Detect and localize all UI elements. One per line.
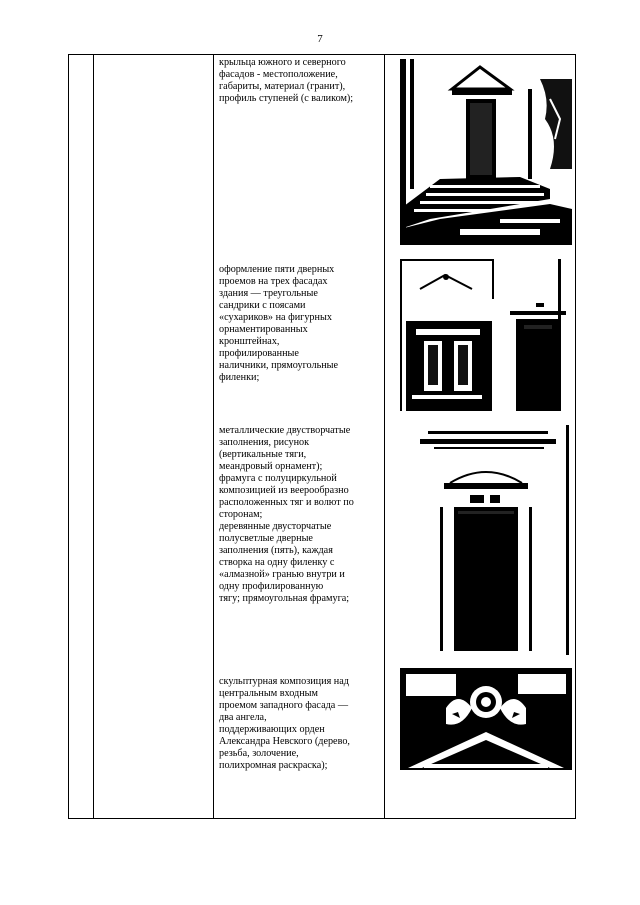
text-line: сандрики с поясами bbox=[219, 300, 306, 311]
text-line: два ангела, bbox=[219, 712, 267, 723]
text-line: створка на одну филенку с bbox=[219, 557, 335, 568]
text-line: скульптурная композиция над bbox=[219, 676, 349, 687]
text-line: меандровый орнамент); bbox=[219, 461, 323, 472]
text-line: расположенных тяг и волют по bbox=[219, 497, 354, 508]
text-line: композицией из веерообразно bbox=[219, 485, 349, 496]
row-4-description bbox=[219, 676, 379, 772]
text-line: габариты, материал (гранит), bbox=[219, 81, 346, 92]
text-line: центральным входным bbox=[219, 688, 318, 699]
text-line: одну профилированную bbox=[219, 581, 324, 592]
text-line: профиль ступеней (с валиком); bbox=[219, 93, 354, 104]
text-line: (вертикальные тяги, bbox=[219, 449, 307, 460]
row-3-description bbox=[219, 425, 379, 605]
text-line: проемом западного фасада — bbox=[219, 700, 349, 711]
text-line: филенки; bbox=[219, 372, 260, 383]
row-1-description bbox=[219, 57, 379, 105]
text-line: заполнения, рисунок bbox=[219, 437, 310, 448]
text-line: металлические двустворчатые bbox=[219, 425, 351, 436]
text-line: проемов на трех фасадах bbox=[219, 276, 328, 287]
text-line: наличники, прямоугольные bbox=[219, 360, 339, 371]
page-number: 7 bbox=[317, 33, 323, 45]
column-divider bbox=[213, 55, 214, 818]
text-line: сторонам; bbox=[219, 509, 263, 520]
text-line: «алмазной» гранью внутри и bbox=[219, 569, 345, 580]
text-line: заполнения (пять), каждая bbox=[219, 545, 333, 556]
text-line: орнаментированных bbox=[219, 324, 308, 335]
text-line: Александра Невского (дерево, bbox=[219, 736, 350, 747]
text-line: резьба, золочение, bbox=[219, 748, 299, 759]
text-line: фрамуга с полуциркульной bbox=[219, 473, 337, 484]
column-divider bbox=[93, 55, 94, 818]
text-line: крыльца южного и северного bbox=[219, 57, 346, 68]
text-line: полусветлые дверные bbox=[219, 533, 313, 544]
central-doorway-photo bbox=[400, 425, 572, 655]
text-line: кронштейнах, bbox=[219, 336, 280, 347]
text-line: «сухариков» на фигурных bbox=[219, 312, 332, 323]
doorways-photo bbox=[400, 259, 572, 411]
text-line: здания — треугольные bbox=[219, 288, 318, 299]
text-line: профилированные bbox=[219, 348, 299, 359]
porch-steps-photo bbox=[400, 59, 572, 245]
document-table bbox=[68, 54, 576, 819]
row-2-description bbox=[219, 264, 379, 384]
column-divider bbox=[384, 55, 385, 818]
text-line: фасадов - местоположение, bbox=[219, 69, 338, 80]
text-line: тягу; прямоугольная фрамуга; bbox=[219, 593, 350, 604]
text-line: полихромная раскраска); bbox=[219, 760, 328, 771]
text-line: деревянные двусторчатые bbox=[219, 521, 332, 532]
sculpture-photo bbox=[400, 668, 572, 774]
text-line: поддерживающих орден bbox=[219, 724, 325, 735]
text-line: оформление пяти дверных bbox=[219, 264, 335, 275]
